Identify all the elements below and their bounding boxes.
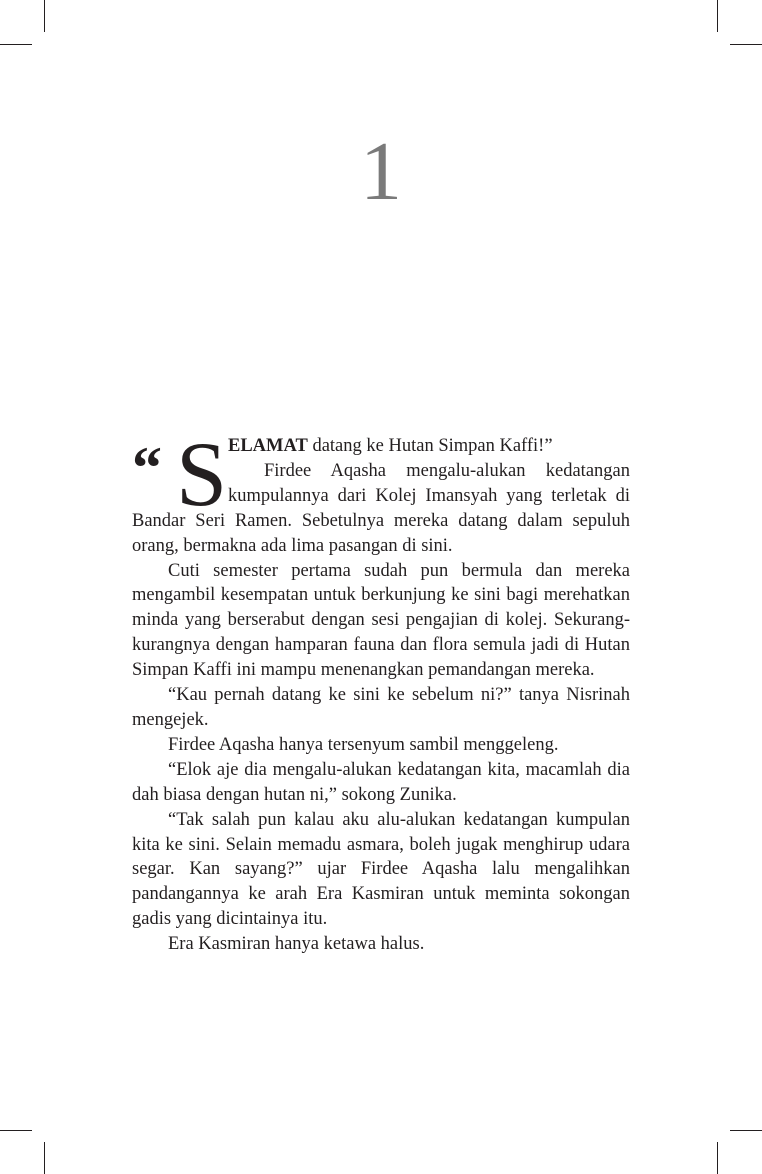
paragraph: Era Kasmiran hanya ketawa halus. [168, 934, 425, 955]
paragraph: “Tak salah pun kalau aku alu-alukan kedatangan kumpulan kita ke sini. Selain memadu asmara, boleh jugak menghirup udara segar. Kan sayang?” ujar Firdee Aqasha lalu mengalihkan pandangannya ke arah Era Kasmiran untuk meminta sokongan gadis yang dicintainya itu. [132, 809, 630, 930]
paragraph: Firdee Aqasha mengalu-alukan kedatangan kumpulannya dari Kolej Imansyah yang terletak di Bandar Seri Ramen. Sebetulnya mereka datang dalam sepuluh orang, bermakna ada lima pasangan di sini. [132, 460, 630, 556]
crop-mark-top-right-vertical [717, 0, 718, 32]
opening-line-text: datang ke Hutan Simpan Kaffi!” [307, 436, 553, 456]
crop-mark-bottom-right-horizontal [730, 1130, 762, 1131]
crop-mark-top-left-vertical [44, 0, 45, 32]
lead-word: ELAMAT [228, 436, 308, 456]
paragraph: “Kau pernah datang ke sini ke sebelum ni?” tanya Nisrinah mengejek. [132, 685, 630, 730]
crop-mark-bottom-right-vertical [717, 1142, 718, 1174]
chapter-body [132, 423, 630, 957]
paragraph: Cuti semester pertama sudah pun bermula dan mereka mengambil kesempatan untuk berkunjung ke sini bagi merehatkan minda yang berserabut dengan sesi pengajian di kolej. Sekurang-kurangnya dengan hamparan fauna dan flora semula jadi di Hutan Simpan Kaffi ini mampu menenangkan pemandangan mereka. [132, 560, 630, 681]
drop-cap [132, 423, 228, 525]
crop-mark-top-right-horizontal [730, 44, 762, 45]
drop-cap-quote: “ [132, 435, 162, 501]
paragraph: “Elok aje dia mengalu-alukan kedatangan kita, macamlah dia dah biasa dengan hutan ni,” sokong Zunika. [132, 759, 630, 805]
paragraph: Firdee Aqasha hanya tersenyum sambil menggeleng. [168, 734, 559, 755]
chapter-number: 1 [360, 125, 402, 218]
crop-mark-top-left-horizontal [0, 44, 32, 45]
drop-cap-letter: S [176, 423, 228, 525]
crop-mark-bottom-left-vertical [44, 1142, 45, 1174]
crop-mark-bottom-left-horizontal [0, 1130, 32, 1131]
